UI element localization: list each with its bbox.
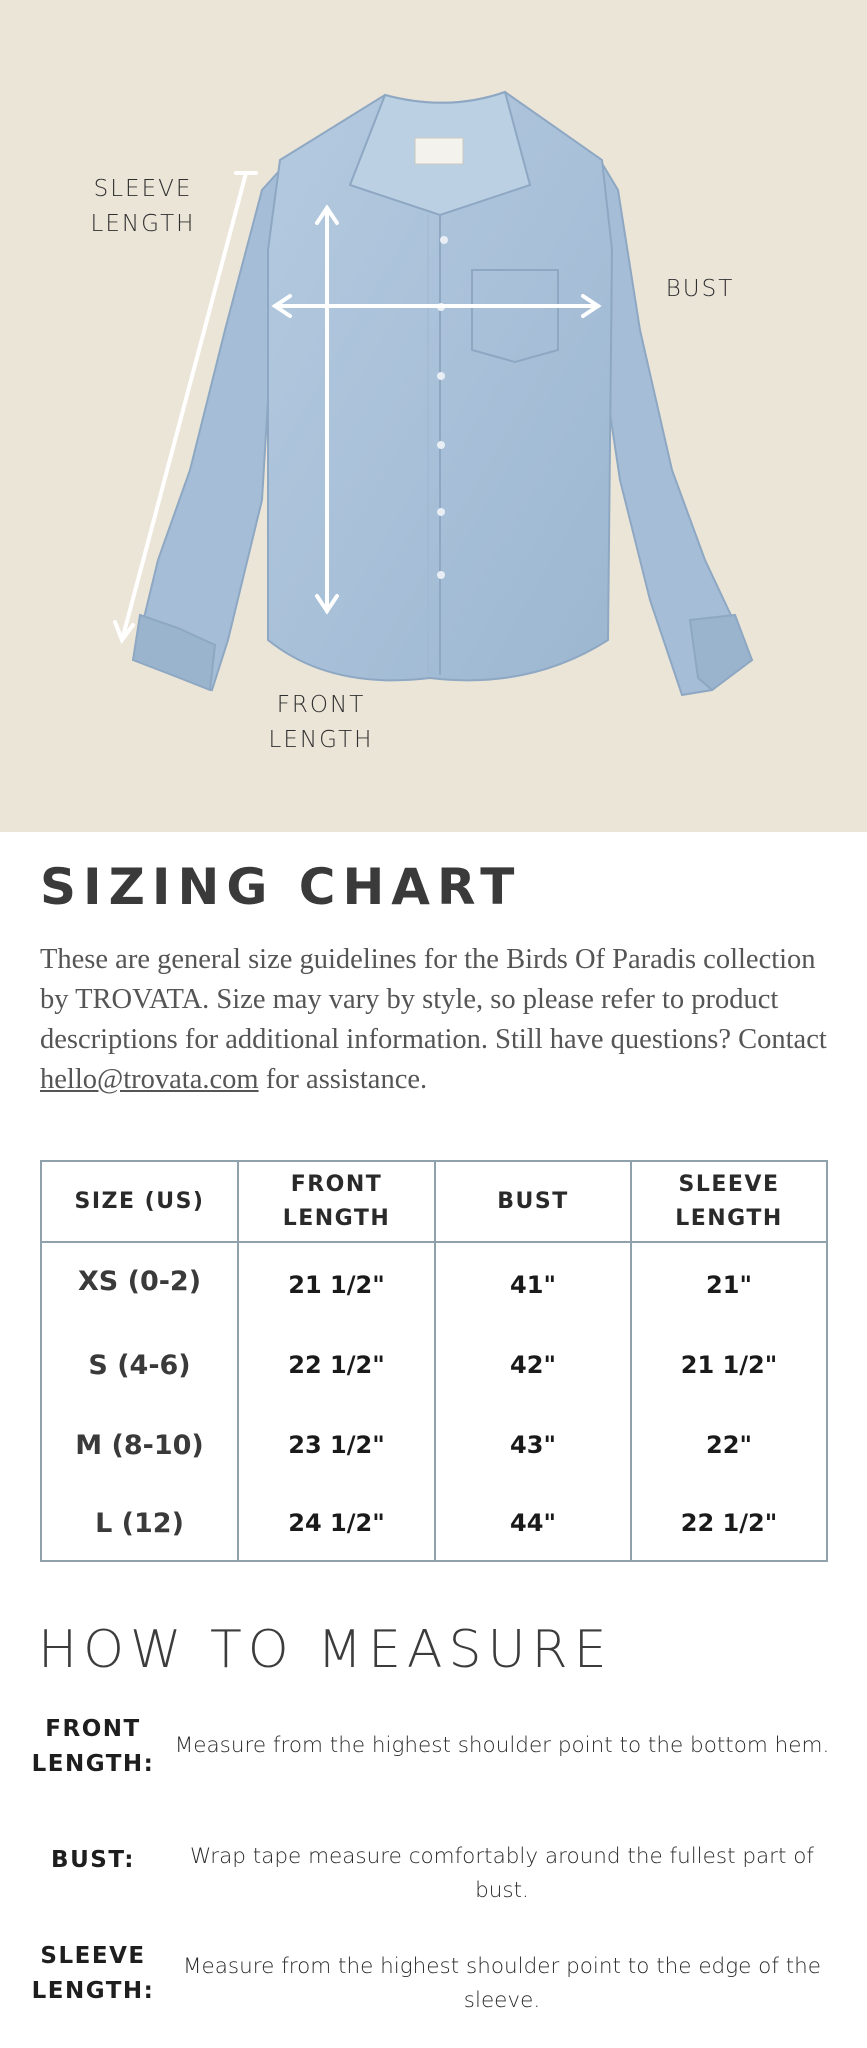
header-size: SIZE (US) [74, 1188, 205, 1214]
front-length-cell: 22 1/2" [288, 1351, 385, 1379]
shirt-button [437, 571, 445, 579]
shirt-button [437, 508, 445, 516]
contact-email-link[interactable]: hello@trovata.com [40, 1064, 259, 1095]
bust-cell: 42" [510, 1351, 556, 1379]
front-length-cell: 21 1/2" [288, 1271, 385, 1299]
sleeve-length-cell: 22" [706, 1431, 752, 1459]
bust-cell: 43" [510, 1431, 556, 1459]
size-cell: L (12) [95, 1507, 184, 1539]
front-length-cell: 24 1/2" [288, 1509, 385, 1537]
front-length-label: FRONT LENGTH [268, 692, 374, 753]
sleeve-length-label: SLEEVE LENGTH [90, 176, 196, 237]
sizing-intro-text: These are general size guidelines for the Birds Of Paradis collection by TROVATA. Size may vary by style, so please refer to product descriptions for additional information. Still have questions? Contact hello@trovata.com for assistance. [40, 944, 827, 1095]
sizing-chart-table [40, 1160, 828, 1562]
measure-label-bust: BUST: [51, 1847, 135, 1873]
shirt-right-cuff [690, 615, 752, 690]
bust-label: BUST [665, 276, 735, 302]
size-cell: S (4-6) [88, 1349, 191, 1381]
shirt-left-sleeve [135, 170, 280, 690]
sleeve-length-cell: 21" [706, 1271, 752, 1299]
measure-desc-front-length: Measure from the highest shoulder point to the bottom hem. [174, 1733, 830, 1758]
shirt-illustration [0, 0, 867, 832]
how-to-measure-title: HOW TO MEASURE [38, 1620, 613, 1680]
sizing-chart-title: SIZING CHART [40, 858, 522, 916]
header-bust: BUST [497, 1188, 569, 1214]
product-image-hero [0, 0, 867, 832]
measure-label-sleeve-length: SLEEVE LENGTH: [31, 1943, 155, 2004]
header-front-length: FRONT LENGTH [282, 1171, 391, 1231]
measure-desc-bust: Wrap tape measure comfortably around the fullest part of bust. [189, 1844, 814, 1903]
sleeve-length-cell: 21 1/2" [680, 1351, 778, 1379]
header-sleeve-length: SLEEVE LENGTH [675, 1171, 783, 1231]
measure-label-front-length: FRONT LENGTH: [31, 1716, 155, 1777]
size-cell: M (8-10) [75, 1429, 204, 1461]
measure-desc-sleeve-length: Measure from the highest shoulder point to the edge of the sleeve. [182, 1954, 822, 2013]
shirt-neck-label [415, 138, 463, 164]
sleeve-length-cell: 22 1/2" [680, 1509, 778, 1537]
front-length-cell: 23 1/2" [288, 1431, 385, 1459]
shirt-button [437, 372, 445, 380]
bust-cell: 41" [510, 1271, 556, 1299]
bust-cell: 44" [510, 1509, 556, 1537]
shirt-button [440, 236, 448, 244]
shirt-button [437, 441, 445, 449]
size-cell: XS (0-2) [77, 1265, 202, 1297]
